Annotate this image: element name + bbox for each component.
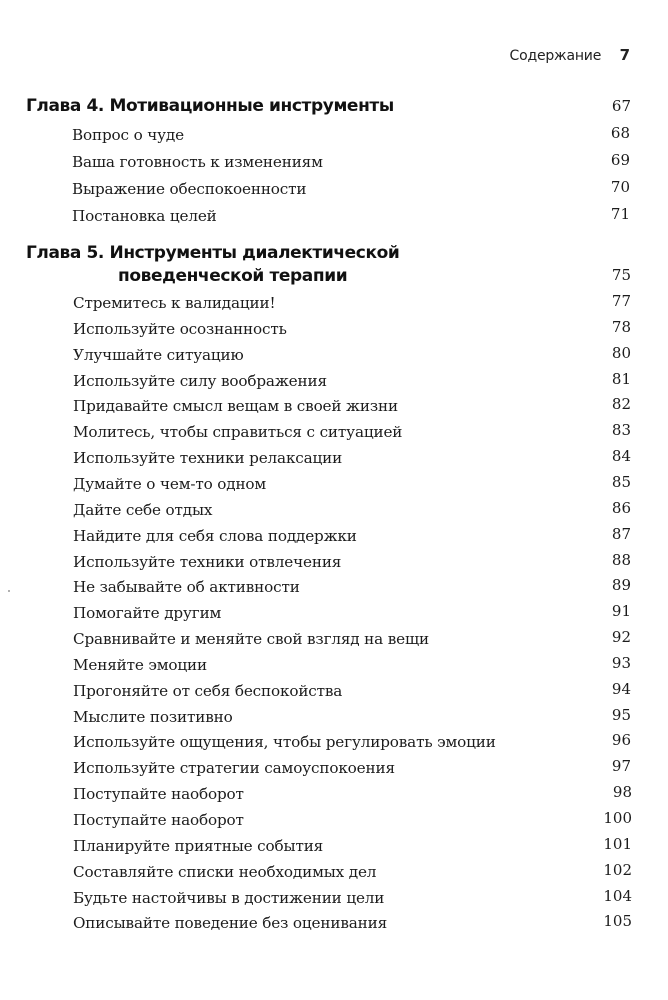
toc-entry-title: Используйте техники отвлечения: [73, 552, 342, 571]
running-header: [510, 46, 630, 64]
toc-entry-title: Сравнивайте и меняйте свой взгляд на вещи: [73, 630, 429, 649]
toc-entry-page: 93: [611, 653, 631, 672]
toc-entry-page: 82: [611, 395, 631, 414]
toc-entry-title: Описывайте поведение без оценивания: [73, 914, 388, 933]
toc-entry-title: Поступайте наоборот: [73, 811, 244, 829]
chapter-5-heading-line2: поведенческой терапии: [118, 266, 348, 286]
toc-entry-page: 98: [612, 783, 632, 802]
toc-entry-page: 89: [611, 576, 631, 595]
toc-entry-title: Прогоняйте от себя беспокойства: [73, 681, 343, 700]
running-header-title: Содержание: [509, 48, 602, 64]
toc-entry-title: Думайте о чем-то одном: [73, 474, 267, 493]
toc-entry-title: Выражение обеспокоенности: [72, 180, 307, 198]
scan-speck: [8, 590, 10, 592]
toc-entry-page: 77: [611, 292, 631, 310]
toc-entry-page: 70: [610, 178, 630, 196]
toc-entry-title: Вопрос о чуде: [72, 126, 184, 144]
toc-entry-page: 88: [611, 550, 631, 569]
toc-entry-title: Будьте настойчивы в достижении цели: [73, 888, 385, 907]
toc-entry-title: Меняйте эмоции: [73, 655, 207, 674]
toc-entry-page: 84: [611, 447, 631, 466]
toc-entry-page: 97: [611, 757, 631, 776]
toc-entry-title: Используйте силу воображения: [73, 371, 327, 390]
chapter-5-heading: [26, 242, 399, 288]
toc-entry-page: 95: [611, 705, 631, 724]
toc-entry-title: Молитесь, чтобы справиться с ситуацией: [73, 423, 403, 442]
toc-entry-page: 101: [603, 834, 632, 853]
chapter-4-heading: Глава 4. Мотивационные инструменты: [26, 96, 394, 116]
chapter-5-page: 75: [611, 266, 631, 284]
toc-entry-title: Придавайте смысл вещам в своей жизни: [73, 397, 398, 416]
toc-entry-page: 100: [603, 809, 632, 827]
toc-entry-title: Составляйте списки необходимых дел: [73, 862, 377, 881]
toc-entry-page: 80: [611, 343, 631, 362]
toc-entry-title: Используйте техники релаксации: [73, 449, 343, 468]
toc-entry-page: 96: [611, 731, 631, 750]
toc-entry-page: 91: [611, 602, 631, 621]
toc-entry-page: 87: [611, 524, 631, 543]
toc-entry-title: Постановка целей: [72, 207, 217, 225]
toc-entry-title: Ваша готовность к изменениям: [72, 153, 323, 171]
toc-entry-title: Используйте ощущения, чтобы регулировать эмоции: [73, 733, 496, 752]
toc-entry-page: 71: [610, 205, 630, 223]
toc-entry-page: 68: [610, 124, 630, 142]
toc-entry-title: Улучшайте ситуацию: [73, 345, 244, 364]
toc-entry-title: Используйте осознанность: [73, 319, 287, 338]
chapter-5-heading-line1: Глава 5. Инструменты диалектической: [26, 243, 400, 263]
toc-entry-page: 86: [611, 498, 631, 517]
toc-entry-title: Помогайте другим: [73, 604, 222, 623]
toc-entry-page: 94: [611, 679, 631, 698]
toc-entry-page: 105: [603, 912, 632, 931]
toc-entry-page: 102: [603, 860, 632, 879]
toc-entry-page: 69: [610, 151, 630, 169]
chapter-4-page: 67: [611, 97, 631, 115]
toc-entry-title: Мыслите позитивно: [73, 707, 233, 726]
toc-entry-title: Стремитесь к валидации!: [73, 294, 276, 312]
toc-entry-title: Найдите для себя слова поддержки: [73, 526, 357, 545]
toc-entry-title: Используйте стратегии самоуспокоения: [73, 759, 395, 778]
toc-entry-title: Планируйте приятные события: [73, 836, 324, 855]
page-number: 7: [619, 46, 630, 64]
toc-entry-page: 81: [611, 369, 631, 388]
toc-entry-page: 83: [611, 421, 631, 440]
toc-entry-title: Поступайте наоборот: [73, 785, 244, 804]
toc-entry-page: 92: [611, 628, 631, 647]
toc-entry-page: 104: [603, 886, 632, 905]
toc-entry-title: Дайте себе отдых: [73, 500, 213, 519]
toc-entry-title: Не забывайте об активности: [73, 578, 300, 597]
toc-entry-page: 78: [611, 317, 631, 336]
toc-entry-page: 85: [611, 472, 631, 491]
